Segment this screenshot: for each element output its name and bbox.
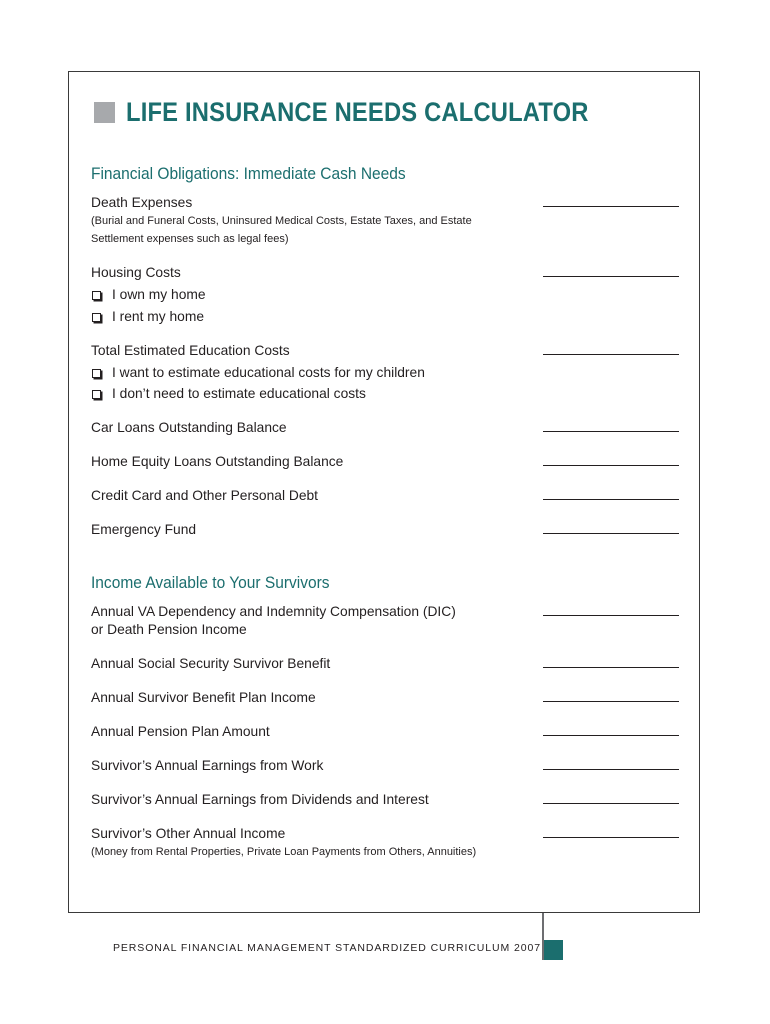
footer-square-icon (544, 940, 563, 960)
label-other-income: Survivor’s Other Annual Income (91, 826, 286, 841)
label-earnings-work: Survivor’s Annual Earnings from Work (91, 758, 324, 773)
label-credit-card: Credit Card and Other Personal Debt (91, 488, 318, 503)
checkbox-icon[interactable] (92, 369, 101, 378)
checkbox-icon[interactable] (92, 291, 101, 300)
input-earnings-dividends[interactable] (543, 803, 679, 804)
input-death-expenses[interactable] (543, 206, 679, 207)
input-other-income[interactable] (543, 837, 679, 838)
label-sbp: Annual Survivor Benefit Plan Income (91, 690, 316, 705)
input-earnings-work[interactable] (543, 769, 679, 770)
section-heading-income: Income Available to Your Survivors (91, 574, 330, 592)
input-sbp[interactable] (543, 701, 679, 702)
option-label: I want to estimate educational costs for my children (112, 365, 425, 380)
title-row (94, 97, 652, 127)
label-dic-1: Annual VA Dependency and Indemnity Compensation (DIC) (91, 604, 456, 619)
section-heading-obligations: Financial Obligations: Immediate Cash Needs (91, 165, 406, 183)
note-other-income: (Money from Rental Properties, Private Loan Payments from Others, Annuities) (91, 846, 477, 858)
option-label: I don’t need to estimate educational costs (112, 386, 366, 401)
input-housing-costs[interactable] (543, 276, 679, 277)
input-dic[interactable] (543, 615, 679, 616)
label-emergency-fund: Emergency Fund (91, 522, 197, 537)
title-square-icon (94, 102, 115, 123)
label-earnings-dividends: Survivor’s Annual Earnings from Dividends and Interest (91, 792, 429, 807)
label-home-equity: Home Equity Loans Outstanding Balance (91, 454, 344, 469)
input-pension[interactable] (543, 735, 679, 736)
label-dic-2: or Death Pension Income (91, 622, 247, 637)
input-car-loans[interactable] (543, 431, 679, 432)
label-housing-costs: Housing Costs (91, 265, 181, 280)
label-pension: Annual Pension Plan Amount (91, 724, 270, 739)
option-rent-home[interactable] (91, 308, 204, 326)
footer-text: PERSONAL FINANCIAL MANAGEMENT STANDARDIZED CURRICULUM 2007 (113, 942, 541, 954)
option-label: I rent my home (112, 309, 205, 324)
checkbox-icon[interactable] (92, 390, 101, 399)
input-emergency-fund[interactable] (543, 533, 679, 534)
option-own-home[interactable] (91, 286, 206, 304)
option-no-education[interactable] (91, 385, 366, 403)
note-death-expenses-1: (Burial and Funeral Costs, Uninsured Medical Costs, Estate Taxes, and Estate (91, 215, 472, 227)
input-credit-card[interactable] (543, 499, 679, 500)
option-label: I own my home (112, 287, 206, 302)
input-home-equity[interactable] (543, 465, 679, 466)
option-estimate-education[interactable] (91, 364, 425, 382)
checkbox-icon[interactable] (92, 313, 101, 322)
label-death-expenses: Death Expenses (91, 195, 193, 210)
input-social-security[interactable] (543, 667, 679, 668)
label-social-security: Annual Social Security Survivor Benefit (91, 656, 331, 671)
page-title: LIFE INSURANCE NEEDS CALCULATOR (126, 96, 589, 127)
note-death-expenses-2: Settlement expenses such as legal fees) (91, 233, 289, 245)
input-education-costs[interactable] (543, 354, 679, 355)
label-education-costs: Total Estimated Education Costs (91, 343, 290, 358)
label-car-loans: Car Loans Outstanding Balance (91, 420, 287, 435)
